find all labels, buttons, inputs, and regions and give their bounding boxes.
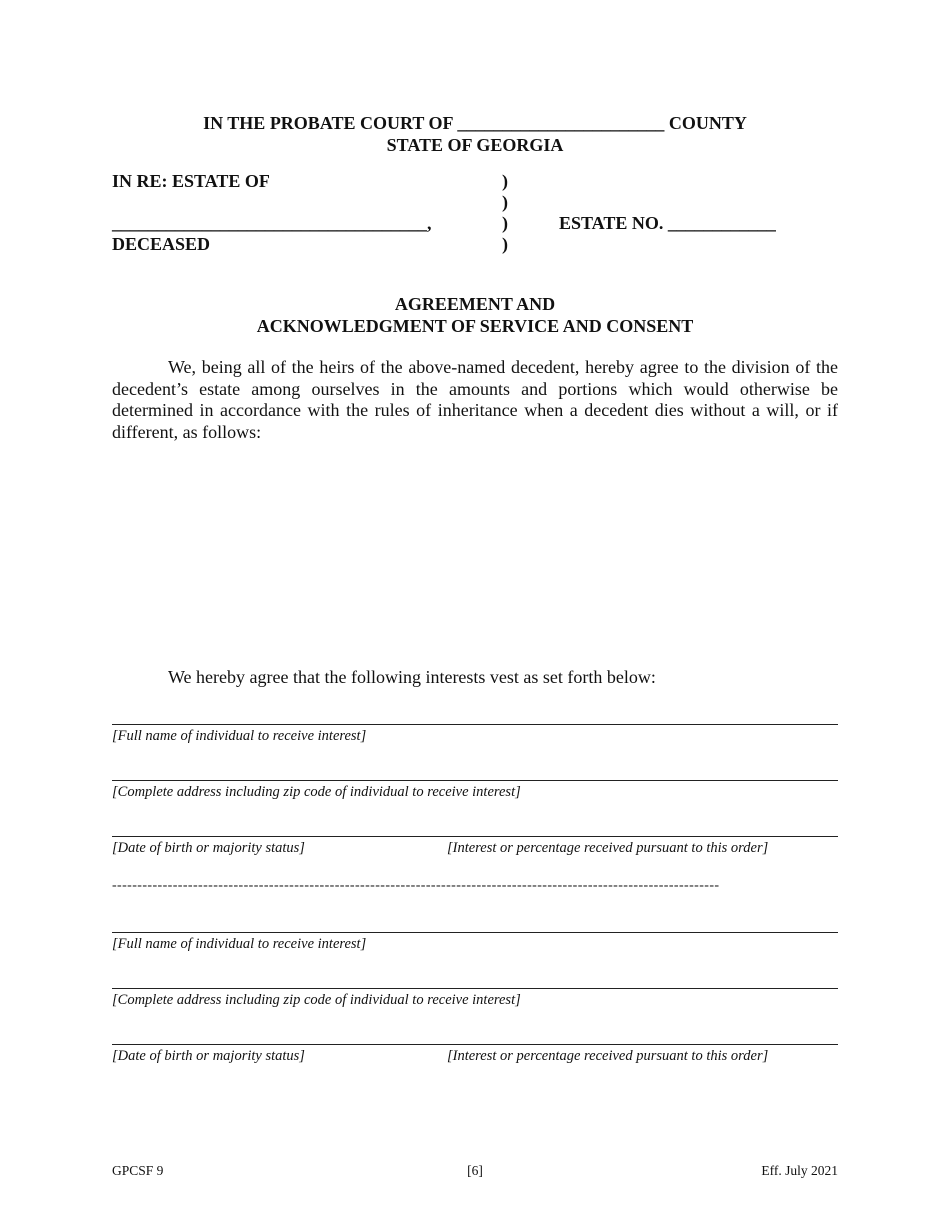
caption-parenthesis: ) xyxy=(502,234,508,254)
decedent-name-blank[interactable]: ___________________________________, xyxy=(112,213,432,233)
form-id: GPCSF 9 xyxy=(112,1163,164,1178)
dob-interest-line[interactable] xyxy=(112,1044,838,1045)
in-re-label: IN RE: ESTATE OF xyxy=(112,171,270,191)
page-number: [6] xyxy=(467,1163,483,1178)
deceased-label: DECEASED xyxy=(112,234,211,254)
agreement-paragraph: We, being all of the heirs of the above-named decedent, hereby agree to the division of the decedent’s estate among ourselves in the amounts and portions which would otherwise be determined in accordance with the rules of inheritance when a decedent dies without a will, or if different, as follows: xyxy=(112,357,838,442)
interests-intro: We hereby agree that the following interests vest as set forth below: xyxy=(168,667,656,687)
dob-label: [Date of birth or majority status] xyxy=(112,1048,305,1064)
address-line[interactable] xyxy=(112,988,838,989)
full-name-label: [Full name of individual to receive interest] xyxy=(112,936,367,952)
effective-date: Eff. July 2021 xyxy=(761,1163,838,1178)
estate-number-field[interactable]: ESTATE NO. ____________ xyxy=(559,213,776,233)
full-name-line[interactable] xyxy=(112,724,838,725)
full-name-line[interactable] xyxy=(112,932,838,933)
address-line[interactable] xyxy=(112,780,838,781)
caption-parenthesis: ) xyxy=(502,213,508,233)
interest-label: [Interest or percentage received pursuant to this order] xyxy=(447,840,769,856)
address-label: [Complete address including zip code of individual to receive interest] xyxy=(112,992,521,1008)
document-title-line2: ACKNOWLEDGMENT OF SERVICE AND CONSENT xyxy=(256,316,694,336)
dob-label: [Date of birth or majority status] xyxy=(112,840,305,856)
interest-label: [Interest or percentage received pursuant to this order] xyxy=(447,1048,769,1064)
state-heading: STATE OF GEORGIA xyxy=(386,135,564,155)
caption-parenthesis: ) xyxy=(502,171,508,191)
address-label: [Complete address including zip code of individual to receive interest] xyxy=(112,784,521,800)
dob-interest-line[interactable] xyxy=(112,836,838,837)
full-name-label: [Full name of individual to receive interest] xyxy=(112,728,367,744)
document-title-line1: AGREEMENT AND xyxy=(394,294,556,314)
court-heading: IN THE PROBATE COURT OF _______________________ COUNTY xyxy=(203,113,747,133)
dashed-separator: ------------------------------------------------------------------------------------------------------------------------ xyxy=(112,878,720,893)
caption-parenthesis: ) xyxy=(502,192,508,212)
